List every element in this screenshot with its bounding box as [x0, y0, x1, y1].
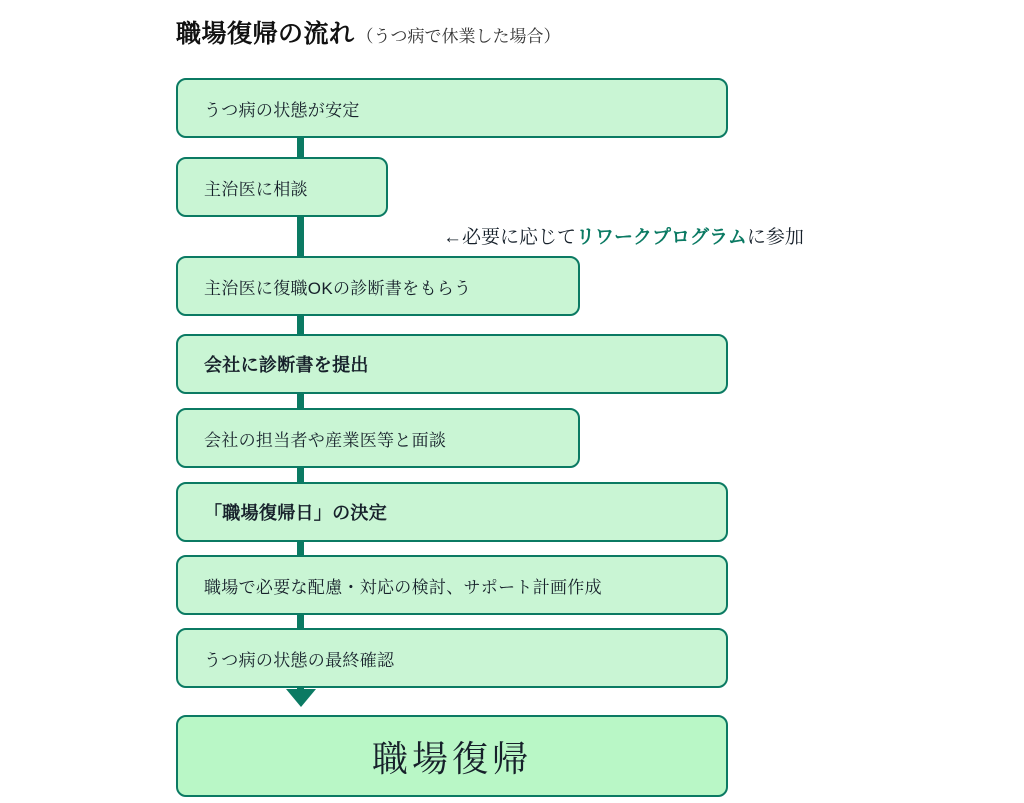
flow-step-4[interactable] [176, 334, 728, 394]
flow-step-7-label: 職場で必要な配慮・対応の検討、サポート計画作成 [204, 577, 602, 597]
flow-step-4-label: 会社に診断書を提出 [204, 355, 369, 375]
flow-step-6-label: 「職場復帰日」の決定 [204, 503, 387, 523]
flow-step-7[interactable] [176, 555, 728, 615]
connector-2 [297, 216, 304, 256]
connector-4 [297, 393, 304, 408]
arrow-head-icon [286, 689, 316, 707]
flow-step-6[interactable] [176, 482, 728, 542]
connector-7 [297, 614, 304, 628]
flow-step-1[interactable] [176, 78, 728, 138]
connector-5 [297, 467, 304, 482]
side-note-prefix: ←必要に応じて [443, 227, 577, 248]
flow-final-label: 職場復帰 [371, 737, 532, 779]
connector-3 [297, 315, 304, 335]
title-main-text: 職場復帰の流れ [176, 20, 355, 48]
flow-step-1-label: うつ病の状態が安定 [204, 100, 360, 120]
flow-final-node[interactable] [176, 715, 728, 797]
flow-step-3[interactable] [176, 256, 580, 316]
connector-6 [297, 541, 304, 556]
flow-step-5[interactable] [176, 408, 580, 468]
side-note-suffix: に参加 [746, 227, 804, 248]
flow-step-5-label: 会社の担当者や産業医等と面談 [204, 430, 447, 450]
flow-step-2-label: 主治医に相談 [204, 179, 308, 199]
title-sub-text: （うつ病で休業した場合） [356, 27, 561, 46]
flow-step-8[interactable] [176, 628, 728, 688]
flow-step-3-label: 主治医に復職OKの診断書をもらう [204, 278, 472, 298]
flow-step-2[interactable] [176, 157, 388, 217]
side-note [443, 222, 804, 249]
side-note-accent: リワークプログラム [576, 227, 747, 248]
flow-step-8-label: うつ病の状態の最終確認 [204, 650, 395, 670]
